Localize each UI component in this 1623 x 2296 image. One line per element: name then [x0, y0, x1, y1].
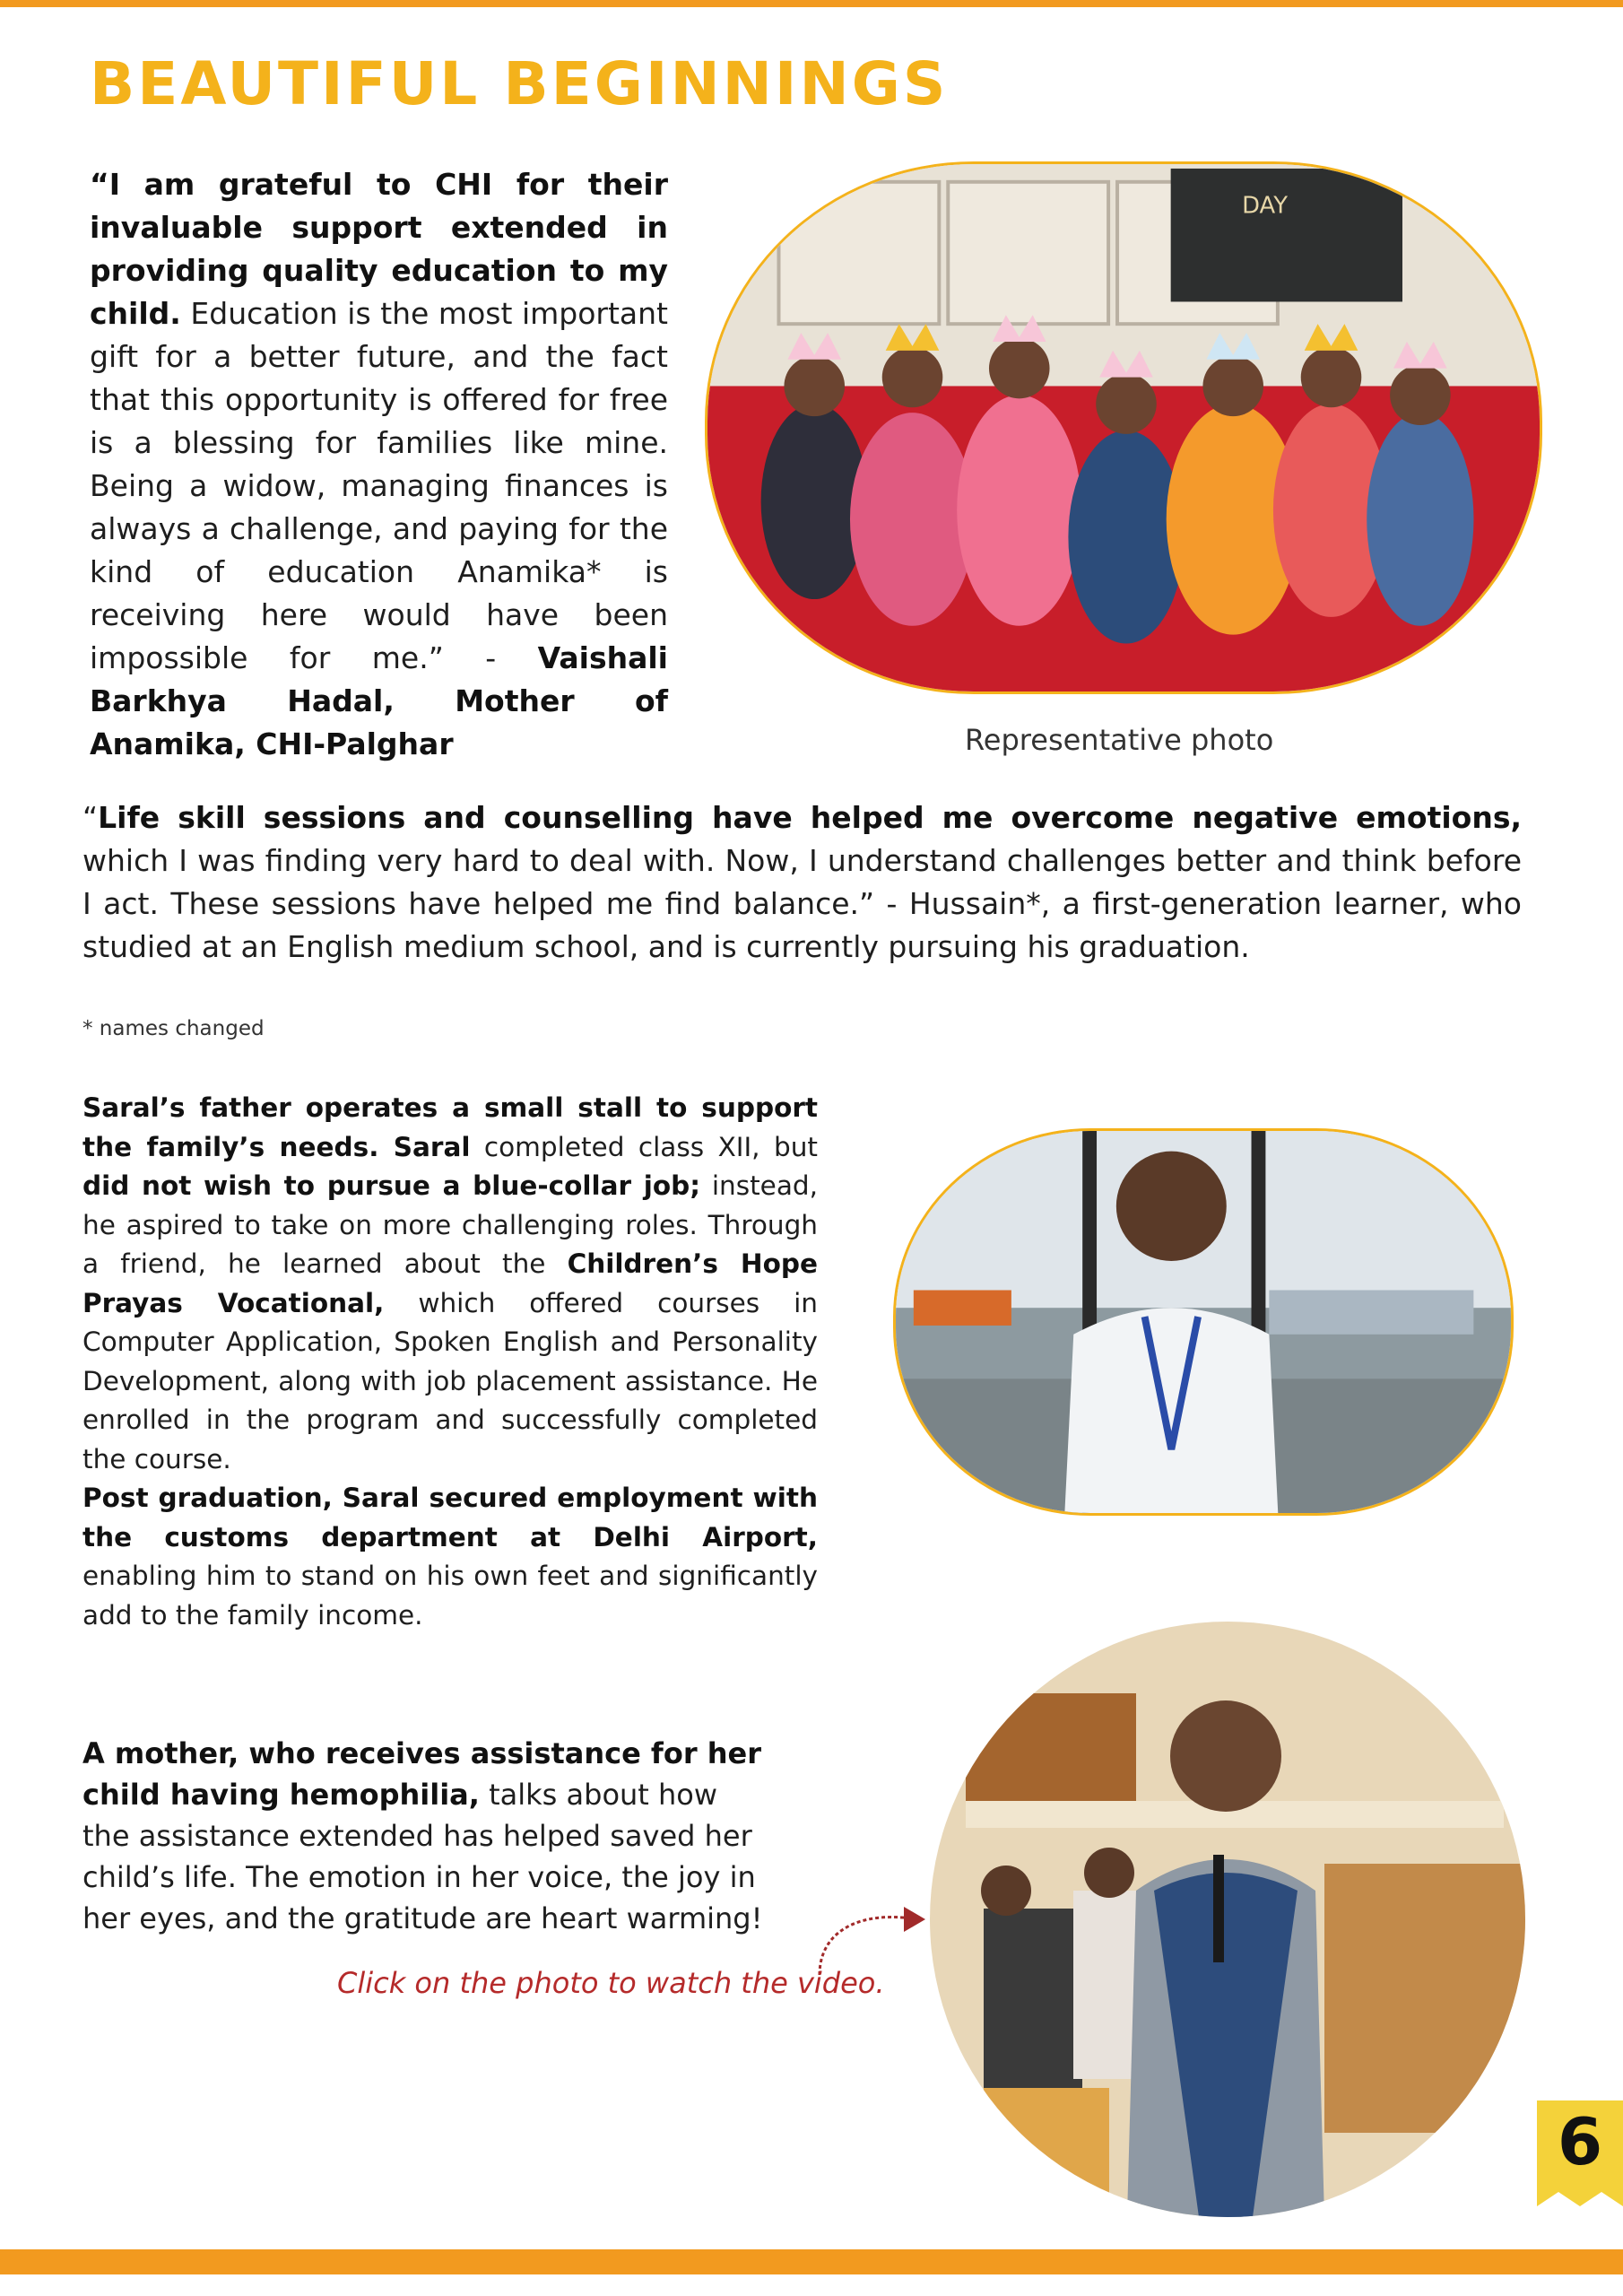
page-title: BEAUTIFUL BEGINNINGS [90, 49, 949, 118]
saral-bold-1: Saral’s father operates a small stall to support the family’s needs. Saral [82, 1092, 818, 1162]
watch-video-hint: Click on the photo to watch the video. [337, 1966, 885, 2000]
saral-text-1: completed class XII, but [470, 1131, 818, 1162]
saral-paragraph-2 [82, 1479, 818, 1635]
top-accent-bar [0, 0, 1623, 7]
page-number: 6 [1557, 2104, 1603, 2179]
testimonial-body: Education is the most important gift for a better future, and the fact that this opportunity is offered for free is a blessing for families like mine. Being a widow, managing finances is always a challenge, and paying for the kind of education Anamika* is receiving here would have been impossible for me.” - [90, 296, 668, 675]
testimonial-attribution: Vaishali Barkhya Hadal, Mother of Anamika, CHI-Palghar [90, 640, 668, 761]
saral-bold-2: did not wish to pursue a blue-collar job; [82, 1170, 701, 1201]
saral-text-3: which offered courses in Computer Application, Spoken English and Personality Development, along with job placement assistance. He enrolled in the program and successfully completed the course. [82, 1287, 818, 1474]
quote-open-mark: “ [82, 800, 99, 835]
learner-bold-lead: Life skill sessions and counselling have helped me overcome negative emotions, [98, 800, 1522, 835]
learner-body: which I was finding very hard to deal with. Now, I understand challenges better and think before I act. These sessions have helped me find balance.” - Hussain*, a first-generation learner, who studied at an English medium school, and is currently pursuing his graduation. [82, 843, 1522, 964]
children-day-photo [705, 161, 1542, 694]
parent-testimonial [90, 163, 668, 766]
saral-bold-4: Post graduation, Saral secured employment with the customs department at Delhi Airport, [82, 1483, 818, 1552]
learner-testimonial [82, 796, 1522, 969]
video-thumbnail-photo[interactable] [930, 1622, 1525, 2217]
mother-paragraph [82, 1733, 764, 1939]
mother-story [82, 1733, 764, 1939]
bottom-accent-bar [0, 2249, 1623, 2274]
mother-body: talks about how the assistance extended has helped saved her child’s life. The emotion in her voice, the joy in her eyes, and the gratitude are heart warming! [82, 1778, 763, 1935]
mother-bold: A mother, who receives assistance for her child having hemophilia, [82, 1736, 762, 1812]
photo-caption: Representative photo [965, 723, 1274, 757]
saral-text-4: enabling him to stand on his own feet and significantly add to the family income. [82, 1561, 818, 1631]
saral-story [82, 1089, 818, 1635]
testimonial-bold-lead: “I am grateful to CHI for their invaluable support extended in providing quality education to my child. [90, 167, 668, 331]
saral-paragraph-1 [82, 1089, 818, 1479]
saral-airport-photo [893, 1128, 1514, 1516]
saral-text-2: instead, he aspired to take on more challenging roles. Through a friend, he learned about the [82, 1170, 818, 1279]
saral-bold-3: Children’s Hope Prayas Vocational, [82, 1248, 818, 1318]
svg-text:DAY: DAY [1242, 192, 1288, 220]
footnote: * names changed [82, 1017, 265, 1040]
